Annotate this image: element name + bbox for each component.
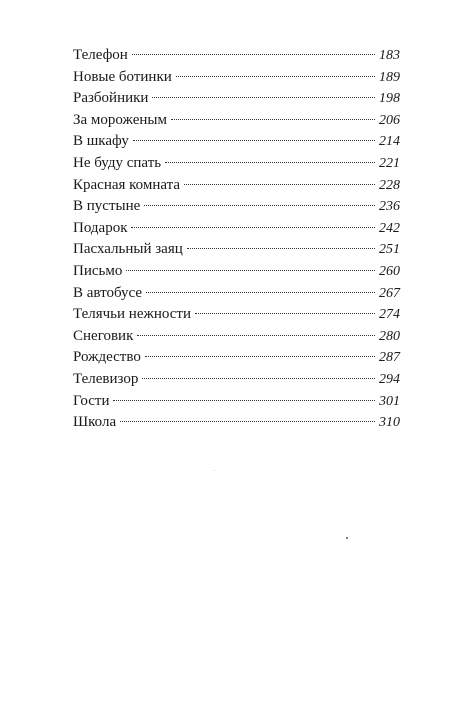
toc-entry-title: Телефон <box>73 47 128 63</box>
dot-leader <box>165 162 375 163</box>
toc-entry-title: Пасхальный заяц <box>73 241 183 258</box>
dot-leader <box>133 140 375 141</box>
dot-leader <box>132 54 375 55</box>
toc-entry <box>73 67 400 89</box>
toc-entry-title: Не буду спать <box>73 154 162 171</box>
toc-entry-title: Телячьи нежности <box>73 306 191 323</box>
toc-entry-title: Гости <box>73 392 110 409</box>
toc-entry <box>73 218 400 240</box>
dot-leader <box>171 119 375 120</box>
toc-entry <box>73 110 400 132</box>
toc-entry-page: 206 <box>379 112 400 128</box>
toc-entry-page: 183 <box>379 48 400 63</box>
toc-entry <box>73 304 400 326</box>
toc-entry <box>73 283 400 305</box>
toc-entry-page: 189 <box>379 69 400 85</box>
dot-leader <box>146 292 375 293</box>
toc-entry <box>73 369 400 391</box>
toc-entry-page: 228 <box>379 177 400 193</box>
dot-leader <box>131 227 375 228</box>
toc-entry <box>73 131 400 153</box>
toc-entry <box>73 239 400 261</box>
dot-leader <box>137 335 375 336</box>
toc-entry <box>73 347 400 369</box>
toc-entry-title: В шкафу <box>73 133 129 150</box>
dot-leader <box>184 184 375 185</box>
toc-entry-page: 274 <box>379 307 400 323</box>
paper-speck <box>346 537 348 539</box>
dot-leader <box>113 400 375 401</box>
toc-entry-title: В пустыне <box>73 198 141 215</box>
toc-entry-page: 214 <box>379 134 400 150</box>
toc-entry <box>73 88 400 110</box>
dot-leader <box>145 356 375 357</box>
toc-entry-title: За мороженым <box>73 111 167 128</box>
toc-entry-title: Разбойники <box>73 90 149 107</box>
toc-entry-page: 236 <box>379 199 400 215</box>
toc-entry <box>73 153 400 175</box>
dot-leader <box>195 313 375 314</box>
toc-entry <box>73 45 400 67</box>
toc-entry-title: Письмо <box>73 262 123 279</box>
toc-entry-title: Снеговик <box>73 327 134 344</box>
toc-entry <box>73 326 400 348</box>
toc-entry <box>73 412 400 434</box>
dot-leader <box>144 205 375 206</box>
dot-leader <box>126 270 375 271</box>
toc-entry-page: 242 <box>379 220 400 236</box>
toc-entry <box>73 196 400 218</box>
dot-leader <box>152 97 375 98</box>
toc-entry-page: 310 <box>379 415 400 431</box>
toc-entry-page: 251 <box>379 242 400 258</box>
toc-entry <box>73 261 400 283</box>
toc-entry-page: 221 <box>379 155 400 171</box>
toc-entry-page: 294 <box>379 371 400 387</box>
toc-entry-title: Новые ботинки <box>73 68 172 85</box>
toc-entry-title: В автобусе <box>73 284 143 301</box>
toc-entry <box>73 391 400 413</box>
toc-entry-page: 280 <box>379 328 400 344</box>
toc-entry <box>73 175 400 197</box>
dot-leader <box>176 76 375 77</box>
table-of-contents <box>73 45 400 434</box>
toc-entry-title: Рождество <box>73 349 141 366</box>
toc-entry-page: 260 <box>379 263 400 279</box>
paper-speck <box>214 470 215 471</box>
toc-entry-page: 301 <box>379 393 400 409</box>
toc-entry-title: Красная комната <box>73 176 181 193</box>
dot-leader <box>120 421 375 422</box>
toc-entry-page: 267 <box>379 285 400 301</box>
toc-entry-page: 287 <box>379 350 400 366</box>
toc-entry-title: Подарок <box>73 219 128 236</box>
toc-entry-title: Школа <box>73 414 117 431</box>
toc-entry-page: 198 <box>379 91 400 107</box>
toc-entry-title: Телевизор <box>73 370 139 387</box>
dot-leader <box>142 378 375 379</box>
dot-leader <box>187 248 375 249</box>
